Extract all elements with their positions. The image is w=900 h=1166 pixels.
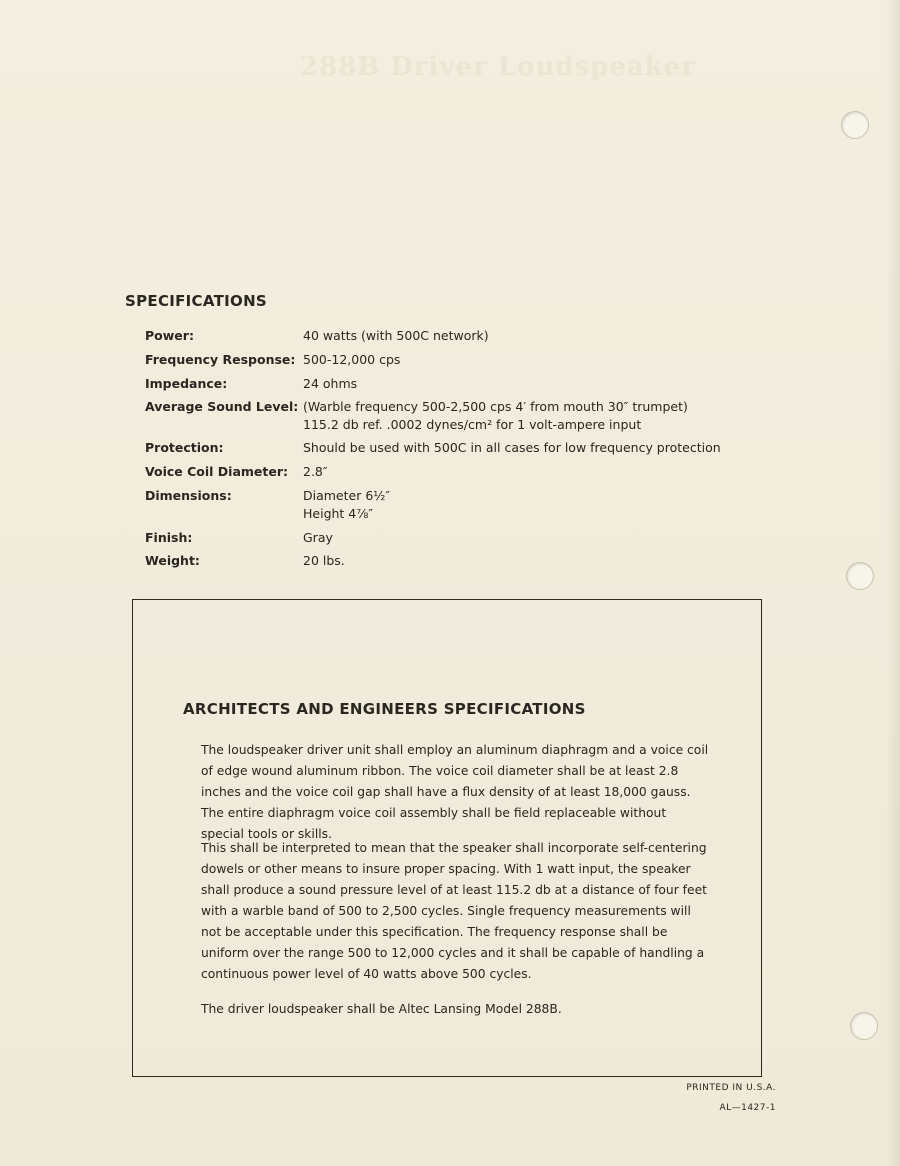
printed-in-usa: PRINTED IN U.S.A.	[686, 1083, 776, 1093]
architects-paragraph-2: This shall be interpreted to mean that the speaker shall incorporate self-centering dowels or other means to insure proper spacing. With 1 watt input, the speaker shall produce a sound pressure level of at least 115.2 db at a distance of four feet with a warble band of 500 to 2,500 cycles. Single frequency measurements will not be acceptable under this specification. The frequency response shall be uniform over the range 500 to 12,000 cycles and it shall be capable of handling a continuous power level of 40 watts above 500 cycles.	[201, 841, 707, 981]
binder-hole-bottom	[850, 1012, 878, 1040]
binder-hole-top	[841, 111, 869, 139]
spec-value-line: 115.2 db ref. .0002 dynes/cm² for 1 volt-ampere input	[303, 417, 642, 432]
spec-value	[303, 463, 328, 481]
bleed-through-title: 288B Driver Loudspeaker	[300, 52, 696, 82]
document-code: AL—1427-1	[719, 1103, 776, 1113]
architects-paragraph-1: The loudspeaker driver unit shall employ an aluminum diaphragm and a voice coil of edge wound aluminum ribbon. The voice coil diameter shall be at least 2.8 inches and the voice coil gap shall have a flux density of at least 18,000 gauss. The entire diaphragm voice coil assembly shall be field replaceable without special tools or skills.	[201, 743, 709, 841]
spec-value	[303, 351, 400, 369]
spec-value-line: 20 lbs.	[303, 553, 345, 568]
page-edge-shadow	[886, 0, 900, 1166]
spec-value	[303, 327, 489, 345]
spec-value-line: (Warble frequency 500-2,500 cps 4′ from mouth 30″ trumpet)	[303, 399, 688, 414]
architects-paragraph-3: The driver loudspeaker shall be Altec Lansing Model 288B.	[201, 1002, 562, 1016]
spec-value-line: 2.8″	[303, 464, 328, 479]
spec-value-line: 24 ohms	[303, 376, 358, 391]
spec-value	[303, 529, 333, 547]
spec-label: Finish:	[145, 530, 193, 545]
spec-value	[303, 439, 721, 457]
spec-label: Voice Coil Diameter:	[145, 464, 288, 479]
spec-value	[303, 487, 390, 523]
spec-label: Weight:	[145, 553, 200, 568]
spec-value-line: Height 4⅞″	[303, 506, 374, 521]
spec-label: Protection:	[145, 440, 224, 455]
spec-value-line: 40 watts (with 500C network)	[303, 328, 489, 343]
spec-value-line: 500-12,000 cps	[303, 352, 401, 367]
spec-label: Impedance:	[145, 376, 228, 391]
spec-value-line: Gray	[303, 530, 333, 545]
spec-value-line: Should be used with 500C in all cases for low frequency protection	[303, 440, 721, 455]
spec-value	[303, 552, 345, 570]
spec-value	[303, 398, 688, 434]
spec-label: Average Sound Level:	[145, 399, 299, 414]
spec-label: Dimensions:	[145, 488, 232, 503]
architects-heading: ARCHITECTS AND ENGINEERS SPECIFICATIONS	[183, 700, 586, 718]
spec-value-line: Diameter 6½″	[303, 488, 391, 503]
spec-label: Frequency Response:	[145, 352, 296, 367]
specifications-heading: SPECIFICATIONS	[125, 292, 268, 310]
spec-value	[303, 375, 357, 393]
binder-hole-middle	[846, 562, 874, 590]
spec-label: Power:	[145, 328, 194, 343]
